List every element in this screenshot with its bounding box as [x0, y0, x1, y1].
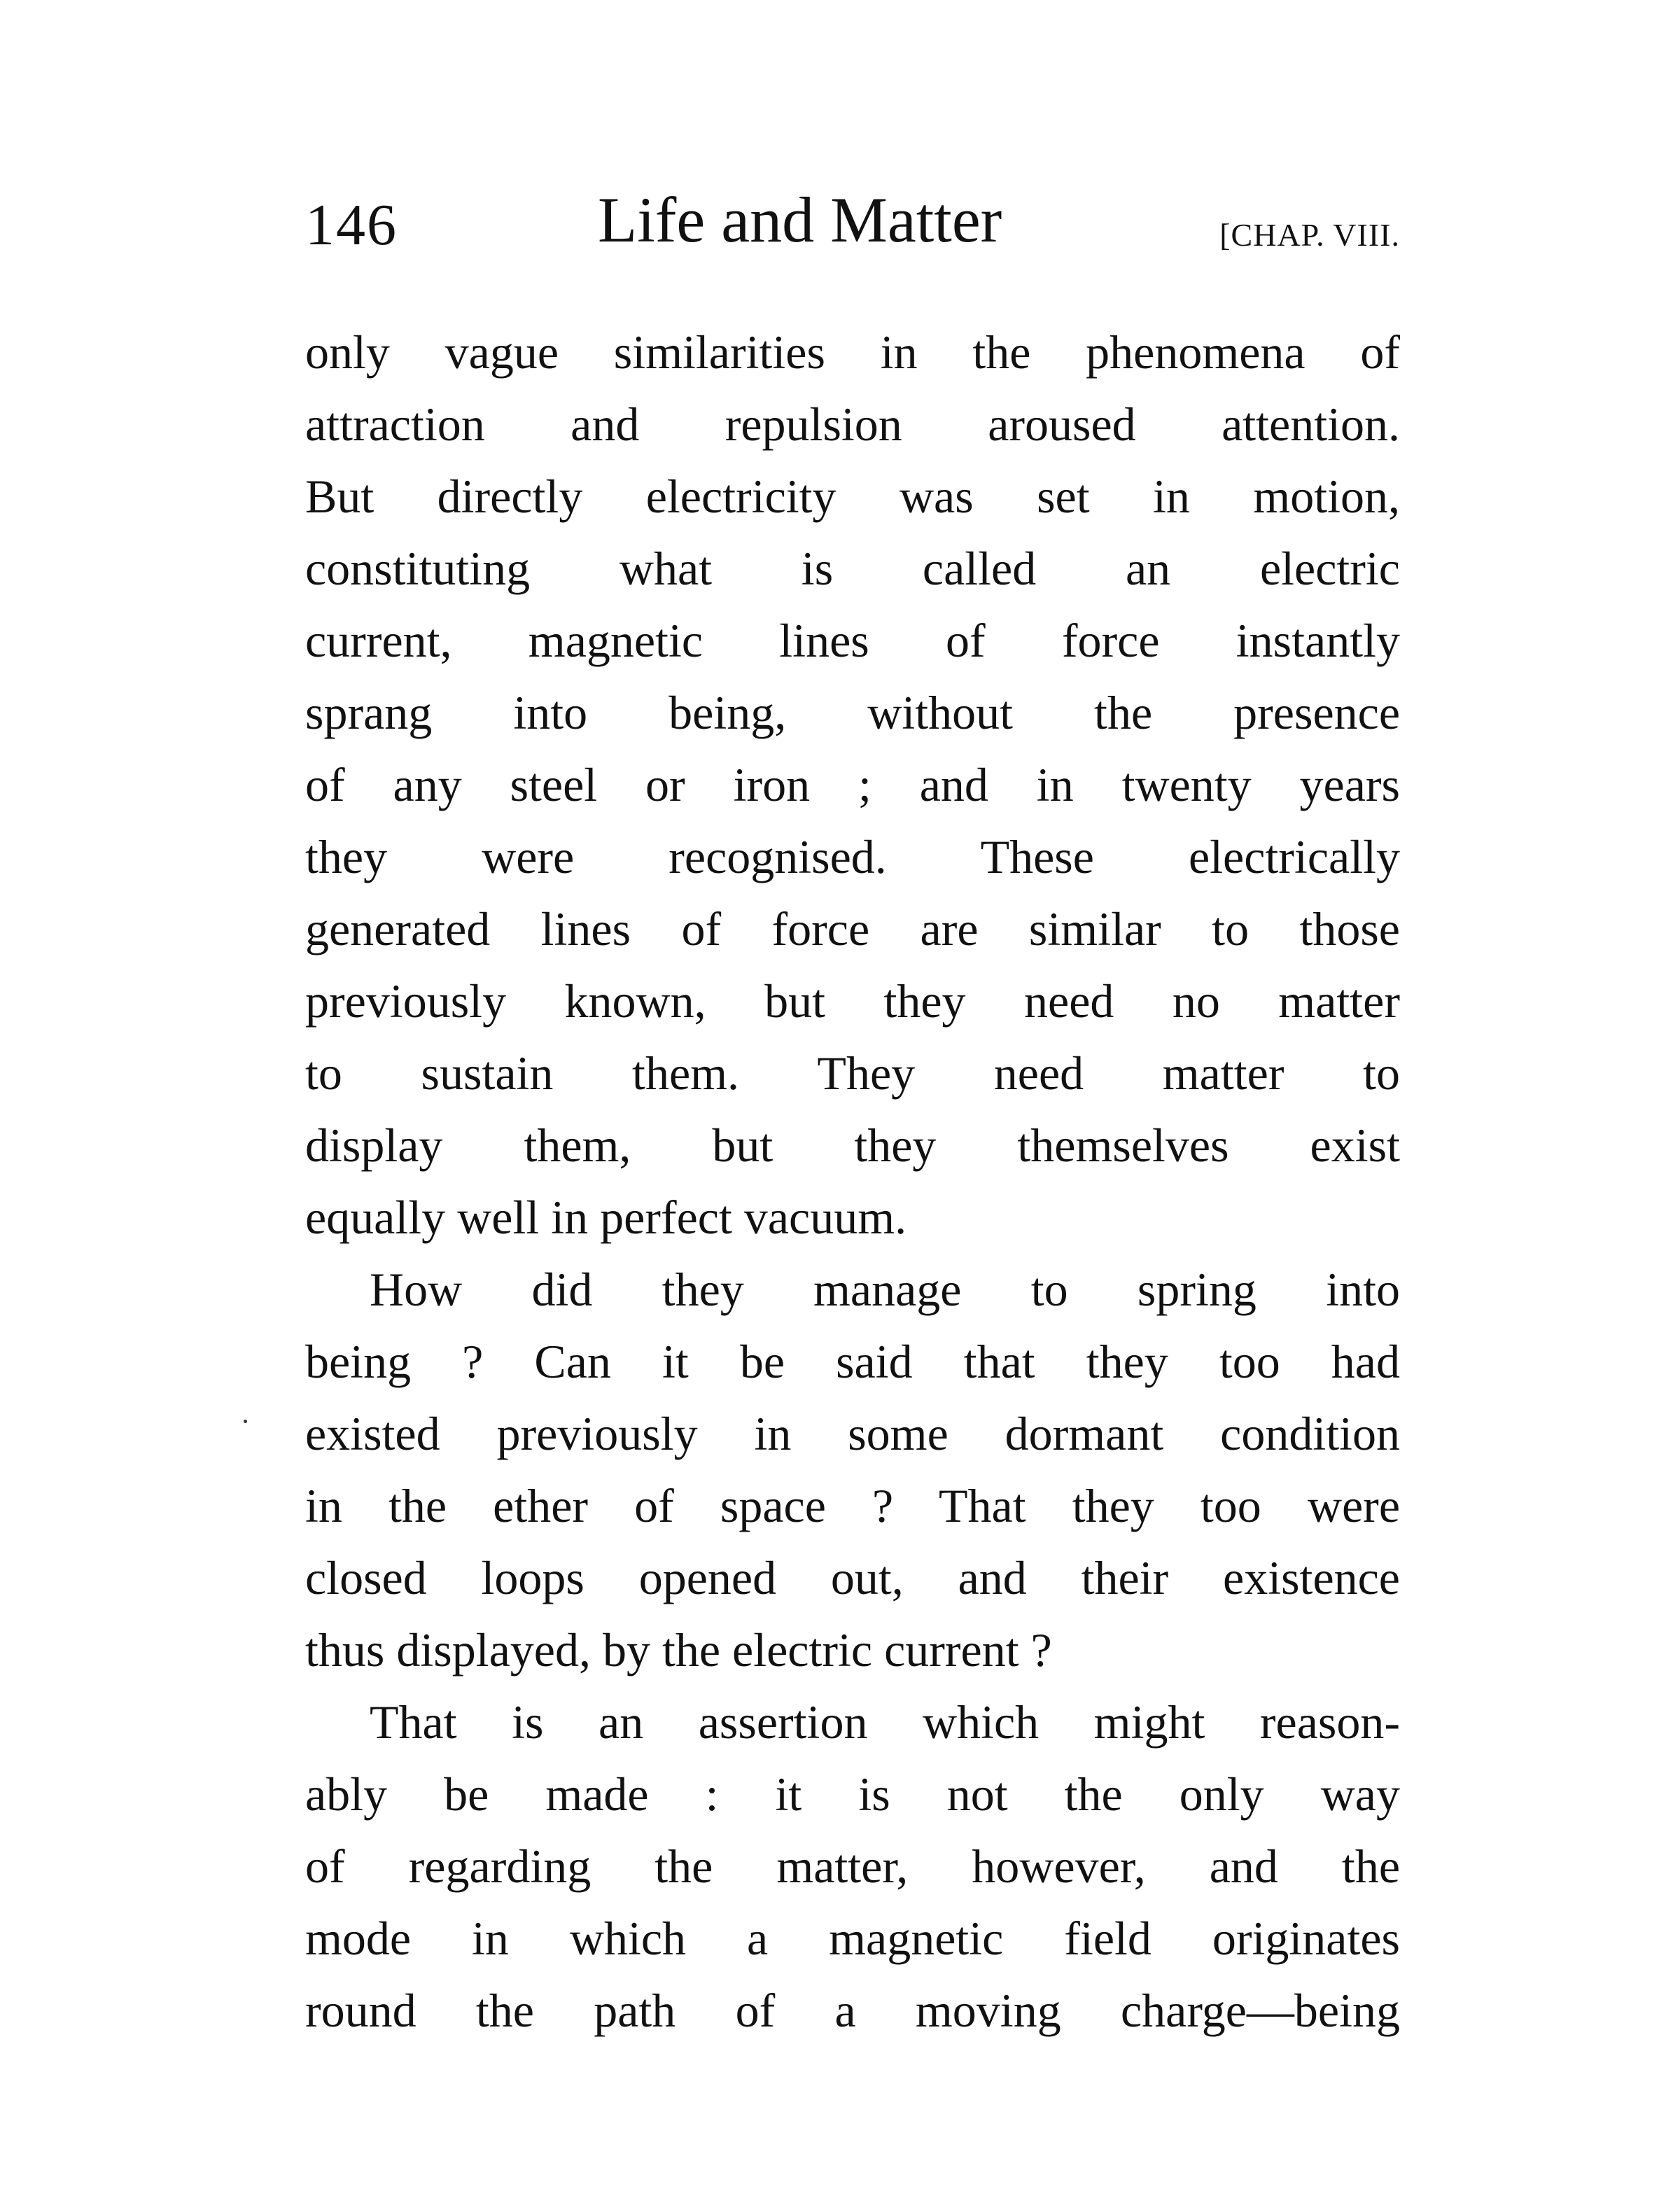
text-line: of regarding the matter, however, and the — [305, 1840, 1400, 1893]
text-line: display them, but they themselves exist — [305, 1119, 1400, 1172]
paragraph-start-line: How did they manage to spring into — [370, 1263, 1400, 1316]
running-title: Life and Matter — [598, 184, 1002, 255]
text-line: only vague similarities in the phenomena of — [305, 326, 1400, 379]
text-line: round the path of a moving charge—being — [305, 1984, 1400, 2037]
paragraph-start-line: That is an assertion which might reason- — [370, 1695, 1400, 1749]
page-header — [305, 183, 1400, 267]
text-line: constituting what is called an electric — [305, 542, 1400, 595]
text-line: in the ether of space ? That they too were — [305, 1479, 1400, 1532]
text-line: they were recognised. These electrically — [305, 830, 1400, 883]
text-line: But directly electricity was set in motion, — [305, 470, 1400, 523]
text-line: current, magnetic lines of force instantly — [305, 614, 1400, 667]
text-line: being ? Can it be said that they too had — [305, 1335, 1400, 1388]
text-line: to sustain them. They need matter to — [305, 1046, 1400, 1100]
text-line: attraction and repulsion aroused attention. — [305, 398, 1400, 451]
text-line: mode in which a magnetic field originates — [305, 1912, 1400, 1965]
text-line: previously known, but they need no matter — [305, 974, 1400, 1028]
text-line: of any steel or iron ; and in twenty years — [305, 758, 1400, 811]
text-line: ably be made : it is not the only way — [305, 1768, 1400, 1821]
text-line: generated lines of force are similar to those — [305, 902, 1400, 955]
paragraph-end-line: thus displayed, by the electric current ? — [305, 1623, 1052, 1676]
scan-speck — [244, 1420, 247, 1423]
body-text — [305, 316, 1400, 2047]
text-line: existed previously in some dormant condition — [305, 1407, 1400, 1460]
chapter-reference: [CHAP. VIII. — [1219, 217, 1400, 253]
text-line: closed loops opened out, and their existence — [305, 1551, 1400, 1604]
page-number: 146 — [305, 192, 398, 258]
text-line: sprang into being, without the presence — [305, 686, 1400, 739]
paragraph-end-line: equally well in perfect vacuum. — [305, 1191, 907, 1244]
